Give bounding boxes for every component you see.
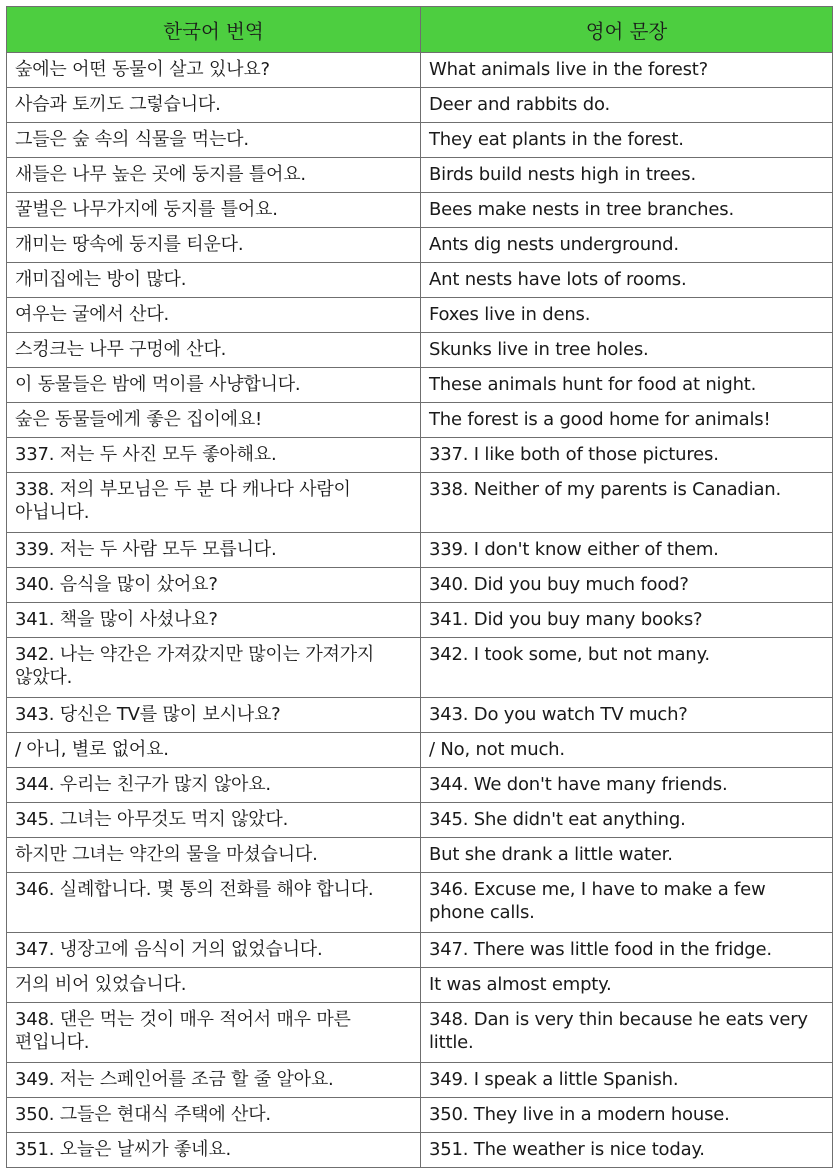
table-row bbox=[7, 88, 833, 123]
table-row bbox=[7, 698, 833, 733]
korean-cell: 344. 우리는 친구가 많지 않아요. bbox=[7, 768, 421, 803]
korean-cell: 여우는 굴에서 산다. bbox=[7, 298, 421, 333]
header-english: 영어 문장 bbox=[421, 7, 833, 53]
korean-cell: 351. 오늘은 날씨가 좋네요. bbox=[7, 1133, 421, 1168]
korean-cell: 개미는 땅속에 둥지를 티운다. bbox=[7, 228, 421, 263]
english-cell: 337. I like both of those pictures. bbox=[421, 438, 833, 473]
table-row bbox=[7, 193, 833, 228]
table-row bbox=[7, 158, 833, 193]
korean-cell: 꿀벌은 나무가지에 둥지를 틀어요. bbox=[7, 193, 421, 228]
korean-cell: 개미집에는 방이 많다. bbox=[7, 263, 421, 298]
english-cell: / No, not much. bbox=[421, 733, 833, 768]
table-row bbox=[7, 873, 833, 933]
table-row bbox=[7, 1098, 833, 1133]
korean-cell: 하지만 그녀는 약간의 물을 마셨습니다. bbox=[7, 838, 421, 873]
table-row bbox=[7, 263, 833, 298]
table-row bbox=[7, 368, 833, 403]
table-row bbox=[7, 123, 833, 158]
table-body bbox=[7, 53, 833, 1168]
english-cell: Ant nests have lots of rooms. bbox=[421, 263, 833, 298]
english-cell: 345. She didn't eat anything. bbox=[421, 803, 833, 838]
korean-cell: 346. 실례합니다. 몇 통의 전화를 해야 합니다. bbox=[7, 873, 421, 933]
table-row bbox=[7, 968, 833, 1003]
korean-cell: 347. 냉장고에 음식이 거의 없었습니다. bbox=[7, 933, 421, 968]
english-cell: Deer and rabbits do. bbox=[421, 88, 833, 123]
table-row bbox=[7, 53, 833, 88]
table-row bbox=[7, 638, 833, 698]
english-cell: Birds build nests high in trees. bbox=[421, 158, 833, 193]
korean-cell: 350. 그들은 현대식 주택에 산다. bbox=[7, 1098, 421, 1133]
table-row bbox=[7, 228, 833, 263]
korean-cell: 337. 저는 두 사진 모두 좋아해요. bbox=[7, 438, 421, 473]
english-cell: 348. Dan is very thin because he eats very little. bbox=[421, 1003, 833, 1063]
english-cell: 343. Do you watch TV much? bbox=[421, 698, 833, 733]
korean-cell: 숲에는 어떤 동물이 살고 있나요? bbox=[7, 53, 421, 88]
table-row bbox=[7, 933, 833, 968]
korean-cell: 스컹크는 나무 구멍에 산다. bbox=[7, 333, 421, 368]
korean-cell: 그들은 숲 속의 식물을 먹는다. bbox=[7, 123, 421, 158]
english-cell: 344. We don't have many friends. bbox=[421, 768, 833, 803]
korean-cell: / 아니, 별로 없어요. bbox=[7, 733, 421, 768]
korean-cell: 343. 당신은 TV를 많이 보시나요? bbox=[7, 698, 421, 733]
english-cell: 349. I speak a little Spanish. bbox=[421, 1063, 833, 1098]
korean-cell: 이 동물들은 밤에 먹이를 사냥합니다. bbox=[7, 368, 421, 403]
header-korean: 한국어 번역 bbox=[7, 7, 421, 53]
translation-table bbox=[6, 6, 833, 1168]
english-cell: 346. Excuse me, I have to make a few phone calls. bbox=[421, 873, 833, 933]
table-row bbox=[7, 568, 833, 603]
korean-cell: 349. 저는 스페인어를 조금 할 줄 알아요. bbox=[7, 1063, 421, 1098]
english-cell: 350. They live in a modern house. bbox=[421, 1098, 833, 1133]
english-cell: It was almost empty. bbox=[421, 968, 833, 1003]
english-cell: Skunks live in tree holes. bbox=[421, 333, 833, 368]
table-row bbox=[7, 768, 833, 803]
table-row bbox=[7, 298, 833, 333]
korean-cell: 339. 저는 두 사람 모두 모릅니다. bbox=[7, 533, 421, 568]
english-cell: What animals live in the forest? bbox=[421, 53, 833, 88]
english-cell: 340. Did you buy much food? bbox=[421, 568, 833, 603]
korean-cell: 새들은 나무 높은 곳에 둥지를 틀어요. bbox=[7, 158, 421, 193]
korean-cell: 342. 나는 약간은 가져갔지만 많이는 가져가지 않았다. bbox=[7, 638, 421, 698]
korean-cell: 사슴과 토끼도 그렇습니다. bbox=[7, 88, 421, 123]
english-cell: Bees make nests in tree branches. bbox=[421, 193, 833, 228]
table-row bbox=[7, 473, 833, 533]
english-cell: But she drank a little water. bbox=[421, 838, 833, 873]
korean-cell: 348. 댄은 먹는 것이 매우 적어서 매우 마른 편입니다. bbox=[7, 1003, 421, 1063]
table-row bbox=[7, 733, 833, 768]
table-row bbox=[7, 603, 833, 638]
english-cell: 347. There was little food in the fridge. bbox=[421, 933, 833, 968]
table-row bbox=[7, 533, 833, 568]
table-row bbox=[7, 438, 833, 473]
english-cell: 338. Neither of my parents is Canadian. bbox=[421, 473, 833, 533]
english-cell: 339. I don't know either of them. bbox=[421, 533, 833, 568]
table-row bbox=[7, 403, 833, 438]
table-row bbox=[7, 333, 833, 368]
english-cell: The forest is a good home for animals! bbox=[421, 403, 833, 438]
english-cell: Ants dig nests underground. bbox=[421, 228, 833, 263]
korean-cell: 340. 음식을 많이 샀어요? bbox=[7, 568, 421, 603]
korean-cell: 341. 책을 많이 사셨나요? bbox=[7, 603, 421, 638]
table-row bbox=[7, 838, 833, 873]
korean-cell: 숲은 동물들에게 좋은 집이에요! bbox=[7, 403, 421, 438]
korean-cell: 거의 비어 있었습니다. bbox=[7, 968, 421, 1003]
english-cell: 351. The weather is nice today. bbox=[421, 1133, 833, 1168]
header-row bbox=[7, 7, 833, 53]
english-cell: They eat plants in the forest. bbox=[421, 123, 833, 158]
english-cell: These animals hunt for food at night. bbox=[421, 368, 833, 403]
table-row bbox=[7, 1133, 833, 1168]
english-cell: 341. Did you buy many books? bbox=[421, 603, 833, 638]
table-row bbox=[7, 1003, 833, 1063]
table-row bbox=[7, 803, 833, 838]
english-cell: 342. I took some, but not many. bbox=[421, 638, 833, 698]
korean-cell: 338. 저의 부모님은 두 분 다 캐나다 사람이 아닙니다. bbox=[7, 473, 421, 533]
korean-cell: 345. 그녀는 아무것도 먹지 않았다. bbox=[7, 803, 421, 838]
table-row bbox=[7, 1063, 833, 1098]
english-cell: Foxes live in dens. bbox=[421, 298, 833, 333]
